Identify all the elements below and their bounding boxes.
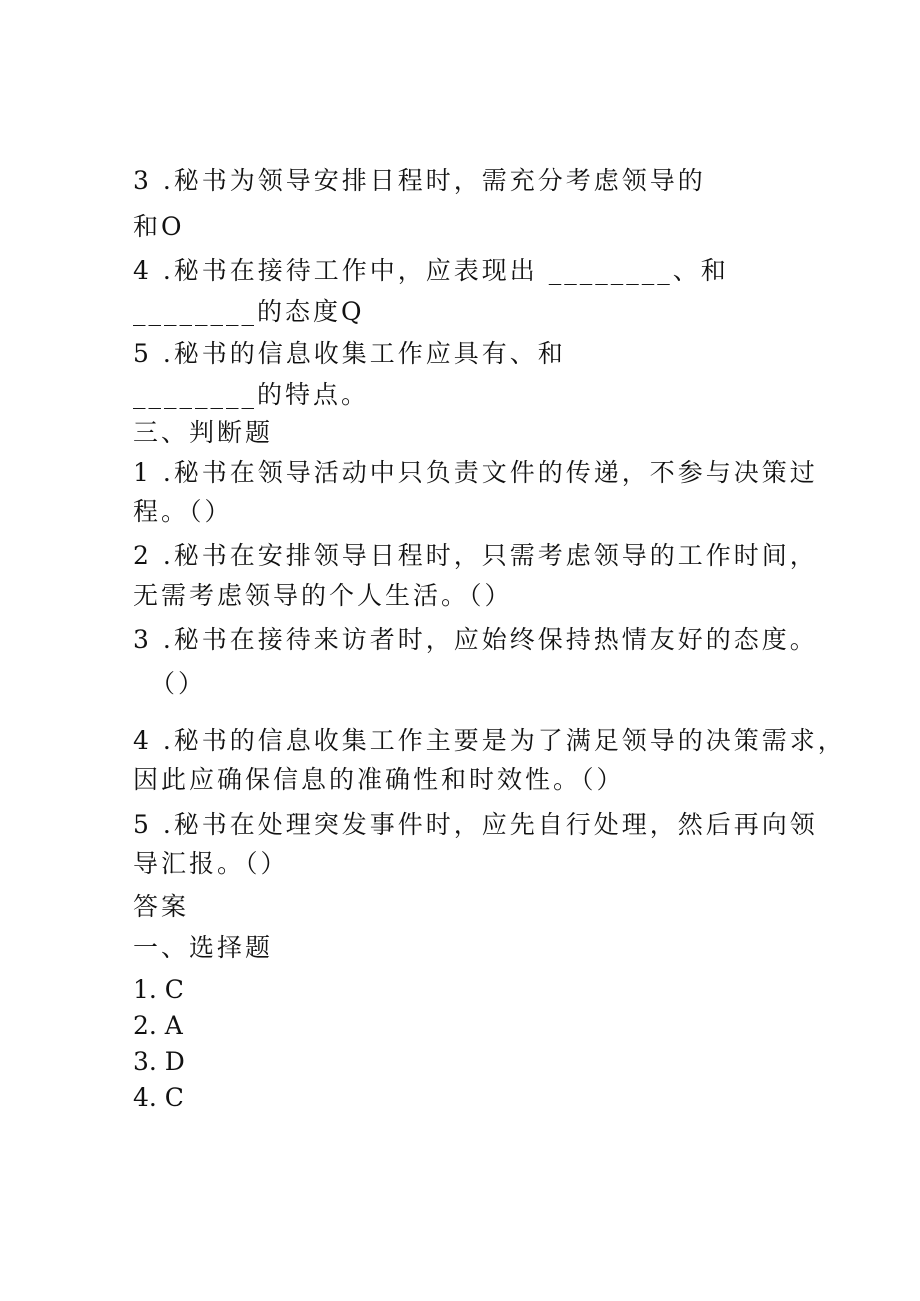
answer-item-4: 4. C bbox=[133, 1083, 184, 1112]
tf-item-1-line1: 1 .秘书在领导活动中只负责文件的传递，不参与决策过 bbox=[133, 458, 818, 487]
tf-item-2-line2: 无需考虑领导的个人生活。（） bbox=[133, 581, 513, 610]
fill-q5-line2: ________的特点。 bbox=[133, 380, 370, 409]
fill-q5-line1: 5 .秘书的信息收集工作应具有、和 bbox=[133, 339, 566, 368]
tf-item-5-line2: 导汇报。（） bbox=[133, 849, 289, 878]
tf-item-2-line1: 2 .秘书在安排领导日程时，只需考虑领导的工作时间， bbox=[133, 541, 818, 570]
answer-item-1: 1. C bbox=[133, 975, 184, 1004]
tf-item-4-line1: 4 .秘书的信息收集工作主要是为了满足领导的决策需求， bbox=[133, 726, 846, 755]
answer-item-3: 3. D bbox=[133, 1047, 185, 1076]
tf-item-5-line1: 5 .秘书在处理突发事件时，应先自行处理，然后再向领 bbox=[133, 810, 818, 839]
true-false-heading: 三、判断题 bbox=[133, 418, 274, 447]
tf-item-3-line2: （） bbox=[150, 669, 207, 698]
tf-item-3-line1: 3 .秘书在接待来访者时，应始终保持热情友好的态度。 bbox=[133, 625, 818, 654]
fill-q4-line1: 4 .秘书在接待工作中，应表现出 ________、和 bbox=[133, 256, 729, 285]
fill-q3-line1: 3 .秘书为领导安排日程时，需充分考虑领导的 bbox=[133, 166, 706, 195]
answer-item-2: 2. A bbox=[133, 1011, 183, 1040]
tf-item-1-line2: 程。（） bbox=[133, 497, 233, 526]
tf-item-4-line2: 因此应确保信息的准确性和时效性。（） bbox=[133, 765, 625, 794]
answers-heading: 答案 bbox=[133, 892, 190, 921]
answers-section-heading: 一、选择题 bbox=[133, 933, 274, 962]
fill-q4-line2: ________的态度Q bbox=[133, 297, 365, 326]
fill-q3-line2: 和O bbox=[133, 212, 185, 241]
